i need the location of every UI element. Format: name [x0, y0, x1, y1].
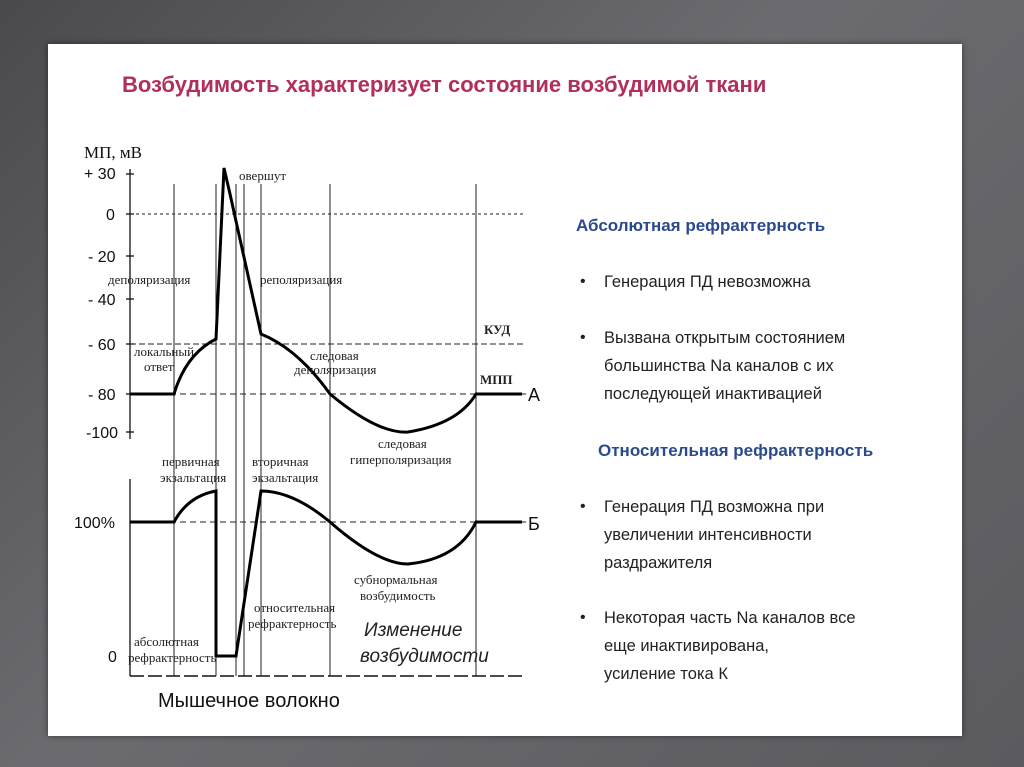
curve-b-excitability: [130, 491, 522, 656]
abs-bullet-2-line-3: последующей инактивацией: [604, 385, 822, 403]
diagram-caption: Мышечное волокно: [158, 690, 340, 712]
label-depolarization: деполяризация: [108, 272, 191, 287]
label-abs-refr-2: рефрактерность: [128, 650, 217, 665]
abs-bullet-2-line-1: Вызвана открытым состоянием: [604, 329, 846, 347]
rel-bullet-1-line-2: увеличении интенсивности: [604, 526, 812, 544]
rel-bullet-2-line-1: Некоторая часть Na каналов все: [604, 609, 856, 627]
label-primary-exalt-1: первичная: [162, 454, 220, 469]
tick-0: 0: [106, 207, 115, 224]
tick-minus20: - 20: [88, 249, 116, 266]
slide-title: Возбудимость характеризует состояние возбудимой ткани: [122, 72, 767, 97]
tick-minus80: - 80: [88, 387, 116, 404]
rel-refractory-heading: Относительная рефрактерность: [598, 441, 874, 460]
tick-minus100: -100: [86, 425, 119, 442]
label-local-2: ответ: [144, 359, 174, 374]
label-repolarization: реполяризация: [260, 272, 343, 287]
bullet-dot: •: [580, 498, 586, 515]
bullet-dot: •: [580, 329, 586, 346]
label-rel-refr-1: относительная: [254, 600, 336, 615]
label-subnormal-1: субнормальная: [354, 572, 438, 587]
abs-bullet-1-line-1: Генерация ПД невозможна: [604, 273, 811, 291]
label-trace-depol-1: следовая: [310, 348, 359, 363]
label-secondary-exalt-1: вторичная: [252, 454, 309, 469]
curve-a-action-potential: [130, 168, 522, 432]
abs-bullet-1: [580, 268, 811, 296]
label-overshoot: овершут: [239, 168, 287, 183]
label-primary-exalt-2: экзальтация: [160, 470, 227, 485]
abs-bullet-2: [580, 324, 846, 408]
slide: [48, 44, 962, 736]
label-trace-hyper-2: гиперполяризация: [350, 452, 452, 467]
abs-refractory-heading: Абсолютная рефрактерность: [576, 216, 826, 235]
label-curve-b: Б: [528, 514, 540, 534]
abs-bullet-2-line-2: большинства Na каналов с их: [604, 357, 834, 375]
label-abs-refr-1: абсолютная: [134, 634, 199, 649]
label-rel-refr-2: рефрактерность: [248, 616, 337, 631]
tick-plus30: + 30: [84, 166, 116, 183]
bullet-dot: •: [580, 609, 586, 626]
rel-bullet-2-line-3: усиление тока К: [604, 665, 728, 683]
label-kud: КУД: [484, 322, 511, 337]
label-curve-a: А: [528, 385, 541, 405]
tick-100pct: 100%: [74, 515, 115, 532]
label-trace-hyper-1: следовая: [378, 436, 427, 451]
rel-bullet-2: [580, 604, 856, 688]
rel-bullet-2-line-2: еще инактивирована,: [604, 637, 769, 655]
label-local-1: локальный: [134, 344, 195, 359]
label-secondary-exalt-2: экзальтация: [252, 470, 319, 485]
rel-bullet-1: [580, 493, 825, 577]
label-change-2: возбудимости: [360, 646, 489, 667]
label-change-1: Изменение: [364, 620, 463, 641]
tick-minus40: - 40: [88, 292, 116, 309]
y-axis-title: МП, мВ: [84, 143, 142, 162]
label-mpp: МПП: [480, 372, 513, 387]
y-tick-labels: [74, 143, 142, 666]
bullet-dot: •: [580, 273, 586, 290]
rel-bullet-1-line-3: раздражителя: [604, 554, 713, 572]
label-subnormal-2: возбудимость: [360, 588, 436, 603]
rel-bullet-1-line-1: Генерация ПД возможна при: [604, 498, 825, 516]
tick-bottom-0: 0: [108, 649, 117, 666]
tick-minus60: - 60: [88, 337, 116, 354]
label-trace-depol-2: деполяризация: [294, 362, 377, 377]
